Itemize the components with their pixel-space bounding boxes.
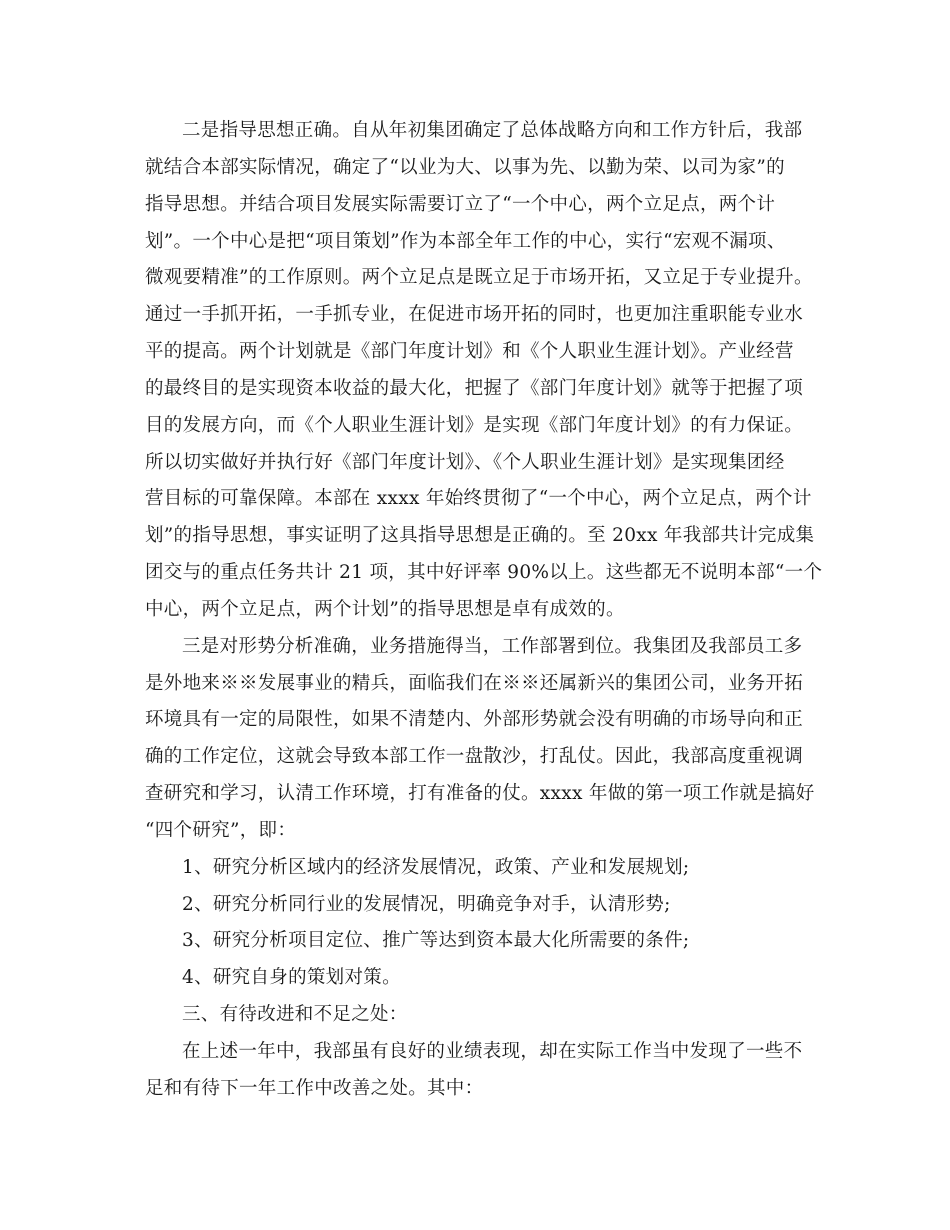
text-line: 微观要精准”的工作原则。两个立足点是既立足于市场开拓，又立足于专业提升。 [145,267,813,288]
list-item: 3、研究分析项目定位、推广等达到资本最大化所需要的条件; [182,930,690,951]
text-line: 足和有待下一年工作中改善之处。其中： [145,1078,484,1099]
text-line: 所以切实做好并执行好《部门年度计划》、《个人职业生涯计划》是实现集团经 [145,452,785,473]
text-line: 平的提高。两个计划就是《部门年度计划》和《个人职业生涯计划》。产业经营 [145,341,794,362]
text-line: 是外地来※※发展事业的精兵，面临我们在※※还属新兴的集团公司，业务开拓 [145,673,804,694]
section-heading: 三、有待改进和不足之处： [182,1004,408,1025]
text-line: 划”的指导思想，事实证明了这具指导思想是正确的。至 20xx 年我部共计完成集 [145,525,815,546]
text-line: 二是指导思想正确。自从年初集团确定了总体战略方向和工作方针后，我部 [182,120,803,141]
text-line: 指导思想。并结合项目发展实际需要订立了“一个中心，两个立足点，两个计 [145,194,776,215]
text-line: 三是对形势分析准确，业务措施得当，工作部署到位。我集团及我部员工多 [182,636,803,657]
text-line: 通过一手抓开拓，一手抓专业，在促进市场开拓的同时，也更加注重职能专业水 [145,304,804,325]
text-line: 划”。一个中心是把“项目策划”作为本部全年工作的中心，实行“宏观不漏项、 [145,231,786,252]
text-line: “四个研究”，即： [145,820,297,841]
text-line: 目的发展方向，而《个人职业生涯计划》是实现《部门年度计划》的有力保证。 [145,415,804,436]
list-item: 4、研究自身的策划对策。 [182,967,401,988]
text-line: 在上述一年中，我部虽有良好的业绩表现，却在实际工作当中发现了一些不 [182,1041,803,1062]
list-item: 2、研究分析同行业的发展情况，明确竞争对手，认清形势; [182,894,671,915]
list-item: 1、研究分析区域内的经济发展情况，政策、产业和发展规划; [182,857,690,878]
text-line: 团交与的重点任务共计 21 项，其中好评率 90%以上。这些都无不说明本部“一个 [145,562,823,583]
text-line: 查研究和学习，认清工作环境，打有准备的仗。xxxx 年做的第一项工作就是搞好 [145,783,815,804]
text-line: 环境具有一定的局限性，如果不清楚内、外部形势就会没有明确的市场导向和正 [145,709,804,730]
text-line: 的最终目的是实现资本收益的最大化，把握了《部门年度计划》就等于把握了项 [145,378,804,399]
text-line: 就结合本部实际情况，确定了“以业为大、以事为先、以勤为荣、以司为家”的 [145,157,785,178]
text-line: 确的工作定位，这就会导致本部工作一盘散沙，打乱仗。因此，我部高度重视调 [145,746,804,767]
text-line: 营目标的可靠保障。本部在 xxxx 年始终贯彻了“一个中心，两个立足点，两个计 [145,488,812,509]
text-line: 中心，两个立足点，两个计划”的指导思想是卓有成效的。 [145,599,625,620]
